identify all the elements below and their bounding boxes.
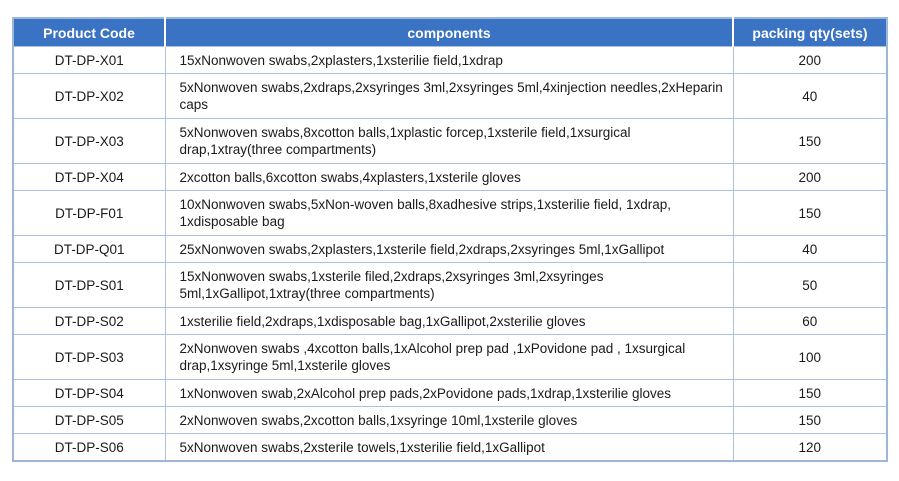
- product-code-cell: DT-DP-X03: [13, 119, 165, 164]
- header-components: components: [165, 18, 733, 47]
- product-code-cell: DT-DP-S03: [13, 335, 165, 380]
- product-code-cell: DT-DP-F01: [13, 191, 165, 236]
- header-product-code: Product Code: [13, 18, 165, 47]
- components-cell: 2xNonwoven swabs,2xcotton balls,1xsyringe 10ml,1xsterile gloves: [165, 407, 733, 434]
- packing-qty-cell: 50: [733, 263, 887, 308]
- components-cell: 15xNonwoven swabs,1xsterile filed,2xdraps,2xsyringes 3ml,2xsyringes 5ml,1xGallipot,1xtray(three compartments): [165, 263, 733, 308]
- product-code-cell: DT-DP-X02: [13, 74, 165, 119]
- components-cell: 5xNonwoven swabs,8xcotton balls,1xplastic forcep,1xsterile field,1xsurgical drap,1xtray(three compartments): [165, 119, 733, 164]
- packing-qty-cell: 200: [733, 47, 887, 74]
- components-cell: 1xNonwoven swab,2xAlcohol prep pads,2xPovidone pads,1xdrap,1xsterilie gloves: [165, 380, 733, 407]
- table-row: [13, 74, 887, 119]
- table-row: [13, 164, 887, 191]
- table-row: [13, 308, 887, 335]
- packing-qty-cell: 150: [733, 380, 887, 407]
- table-row: [13, 407, 887, 434]
- header-packing-qty: packing qty(sets): [733, 18, 887, 47]
- packing-qty-cell: 200: [733, 164, 887, 191]
- product-code-cell: DT-DP-S04: [13, 380, 165, 407]
- table-row: [13, 47, 887, 74]
- components-cell: 15xNonwoven swabs,2xplasters,1xsterilie field,1xdrap: [165, 47, 733, 74]
- packing-qty-cell: 120: [733, 434, 887, 462]
- components-cell: 25xNonwoven swabs,2xplasters,1xsterile field,2xdraps,2xsyringes 5ml,1xGallipot: [165, 236, 733, 263]
- packing-qty-cell: 40: [733, 74, 887, 119]
- components-cell: 10xNonwoven swabs,5xNon-woven balls,8xadhesive strips,1xsterilie field, 1xdrap, 1xdisposable bag: [165, 191, 733, 236]
- packing-qty-cell: 150: [733, 119, 887, 164]
- components-cell: 5xNonwoven swabs,2xdraps,2xsyringes 3ml,2xsyringes 5ml,4xinjection needles,2xHeparin caps: [165, 74, 733, 119]
- product-code-cell: DT-DP-S05: [13, 407, 165, 434]
- components-cell: 2xcotton balls,6xcotton swabs,4xplasters,1xsterile gloves: [165, 164, 733, 191]
- table-row: [13, 236, 887, 263]
- components-cell: 5xNonwoven swabs,2xsterile towels,1xsterilie field,1xGallipot: [165, 434, 733, 462]
- product-code-cell: DT-DP-X04: [13, 164, 165, 191]
- product-table: [12, 17, 888, 462]
- product-code-cell: DT-DP-S02: [13, 308, 165, 335]
- product-code-cell: DT-DP-S06: [13, 434, 165, 462]
- components-cell: 2xNonwoven swabs ,4xcotton balls,1xAlcohol prep pad ,1xPovidone pad , 1xsurgical drap,1xsyringe 5ml,1xsterile gloves: [165, 335, 733, 380]
- table-row: [13, 380, 887, 407]
- table-row: [13, 263, 887, 308]
- header-row: [13, 18, 887, 47]
- packing-qty-cell: 40: [733, 236, 887, 263]
- product-code-cell: DT-DP-S01: [13, 263, 165, 308]
- components-cell: 1xsterilie field,2xdraps,1xdisposable bag,1xGallipot,2xsterilie gloves: [165, 308, 733, 335]
- table-row: [13, 119, 887, 164]
- product-code-cell: DT-DP-Q01: [13, 236, 165, 263]
- table-row: [13, 434, 887, 462]
- table-row: [13, 191, 887, 236]
- packing-qty-cell: 150: [733, 407, 887, 434]
- packing-qty-cell: 60: [733, 308, 887, 335]
- product-code-cell: DT-DP-X01: [13, 47, 165, 74]
- packing-qty-cell: 150: [733, 191, 887, 236]
- table-row: [13, 335, 887, 380]
- packing-qty-cell: 100: [733, 335, 887, 380]
